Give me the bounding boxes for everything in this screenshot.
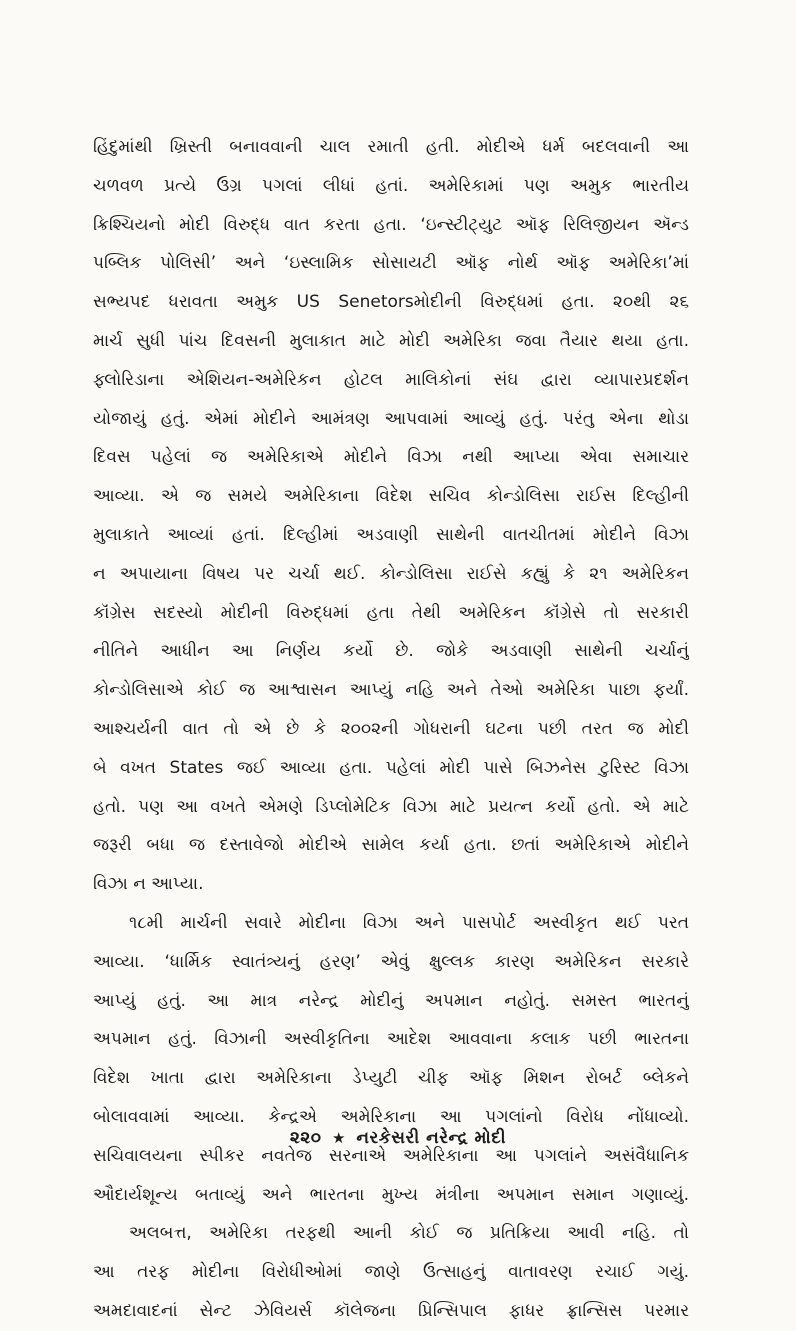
text-line: સભ્યપદ ધરાવતા અમુક US Senetorsમોદીની વિરુદ્ધમાં હતા. ૨૦થી ૨૬	[93, 292, 689, 313]
text-line: ફ્લોરિડાના એશિયન-અમેરિકન હોટલ માલિકોનાં સંઘ દ્વારા વ્યાપારપ્રદર્શન	[93, 369, 689, 390]
text-line: ક્રિશ્ચિયનો મોદી વિરુદ્ધ વાત કરતા હતા. ‘ઇન્સ્ટીટ્યુટ ઑફ રિલિજીયન ઍન્ડ	[93, 214, 689, 235]
page-footer	[0, 1128, 796, 1148]
text-line: આ તરફ મોદીના વિરોધીઓમાં જાણે ઉત્સાહનું વાતાવરણ રચાઈ ગયું.	[93, 1262, 689, 1283]
text-line: અપમાન હતું. વિઝાની અસ્વીકૃતિના આદેશ આવવાના કલાક પછી ભારતના	[93, 1029, 689, 1050]
text-line: કૉંગ્રેસ સદસ્યો મોદીની વિરુદ્ધમાં હતા તેથી અમેરિકન કૉંગ્રેસે તો સરકારી	[93, 602, 689, 623]
text-line: મુલાકાતે આવ્યાં હતાં. દિલ્હીમાં અડવાણી સાથેની વાતચીતમાં મોદીને વિઝા	[93, 524, 689, 545]
text-line: પબ્લિક પોલિસી’ અને ‘ઇસ્લામિક સોસાયટી ઑફ નોર્થ ઑફ અમેરિકા’માં	[93, 253, 689, 274]
page-number: ૨૨૦	[289, 1128, 322, 1148]
book-title: નરકેસરી નરેન્દ્ર મોદી	[356, 1128, 507, 1148]
text-line: બે વખત States જઈ આવ્યા હતા. પહેલાં મોદી પાસે બિઝનેસ ટુરિસ્ટ વિઝા	[93, 757, 689, 778]
text-line: હિંદુમાંથી ખ્રિસ્તી બનાવવાની ચાલ રમાતી હતી. મોદીએ ધર્મ બદલવાની આ	[93, 137, 689, 157]
text-line: અલબત્ત, અમેરિકા તરફથી આની કોઈ જ પ્રતિક્રિયા આવી નહિ. તો	[129, 1223, 689, 1244]
text-line: વિદેશ ખાતા દ્વારા અમેરિકાના ડેપ્યુટી ચીફ ઑફ મિશન રોબર્ટ બ્લેકને	[93, 1068, 689, 1089]
text-line: માર્ચ સુધી પાંચ દિવસની મુલાકાત માટે મોદી અમેરિકા જવા તૈયાર થયા હતા.	[93, 330, 689, 351]
text-line: બોલાવવામાં આવ્યા. કેન્દ્રએ અમેરિકાના આ પગલાંનો વિરોધ નોંધાવ્યો.	[93, 1106, 689, 1127]
text-line: કોન્ડોલિસાએ કોઈ જ આશ્વાસન આપ્યું નહિ અને તેઓ અમેરિકા પાછા ફર્યાં.	[93, 680, 689, 701]
text-line: આવ્યા. ‘ધાર્મિક સ્વાતંત્ર્યનું હરણ’ એવું ક્ષુલ્લક કારણ અમેરિકન સરકારે	[93, 951, 689, 972]
text-line: ન અપાયાના વિષય પર ચર્ચા થઈ. કોન્ડોલિસા રાઈસે કહ્યું કે ૨૧ અમેરિકન	[93, 563, 689, 584]
body-text	[93, 128, 689, 1331]
text-line: દિવસ પહેલાં જ અમેરિકાએ મોદીને વિઝા નથી આપ્યા એવા સમાચાર	[93, 447, 689, 468]
text-line: નીતિને આધીન આ નિર્ણય કર્યો છે. જોકે અડવાણી સાથેની ચર્ચાનું	[93, 641, 689, 662]
text-line: યોજાયું હતું. એમાં મોદીને આમંત્રણ આપવામાં આવ્યું હતું. પરંતુ એના થોડા	[93, 408, 689, 429]
text-line: વિઝા ન આપ્યા.	[93, 874, 204, 895]
text-line: સચિવાલયના સ્પીકર નવતેજ સરનાએ અમેરિકાના આ પગલાંને અસંવૈધાનિક	[93, 1145, 689, 1166]
text-line: ૧૮મી માર્ચની સવારે મોદીના વિઝા અને પાસપોર્ટ અસ્વીકૃત થઈ પરત	[129, 912, 689, 933]
star-icon: ★	[331, 1129, 346, 1147]
text-line: ચળવળ પ્રત્યે ઉગ્ર પગલાં લીધાં હતાં. અમેરિકામાં પણ અમુક ભારતીય	[93, 175, 689, 196]
text-line: અમદાવાદનાં સેન્ટ ઝેવિયર્સ કૉલેજના પ્રિન્સિપાલ ફાધર ફ્રાન્સિસ પરમાર	[93, 1300, 689, 1321]
text-line: આપ્યું હતું. આ માત્ર નરેન્દ્ર મોદીનું અપમાન નહોતું. સમસ્ત ભારતનું	[93, 990, 689, 1011]
text-line: ઔદાર્યશૂન્ય બતાવ્યું અને ભારતના મુખ્ય મંત્રીના અપમાન સમાન ગણાવ્યું.	[93, 1184, 689, 1205]
text-line: આવ્યા. એ જ સમયે અમેરિકાના વિદેશ સચિવ કોન્ડોલિસા રાઈસ દિલ્હીની	[93, 486, 689, 507]
text-line: જરૂરી બધા જ દસ્તાવેજો મોદીએ સામેલ કર્યા હતા. છતાં અમેરિકાએ મોદીને	[93, 835, 689, 856]
text-line: હતો. પણ આ વખતે એમણે ડિપ્લોમેટિક વિઝા માટે પ્રયત્ન કર્યો હતો. એ માટે	[93, 796, 689, 817]
text-line: આશ્ચર્યની વાત તો એ છે કે ૨૦૦૨ની ગોધરાની ઘટના પછી તરત જ મોદી	[93, 718, 689, 739]
